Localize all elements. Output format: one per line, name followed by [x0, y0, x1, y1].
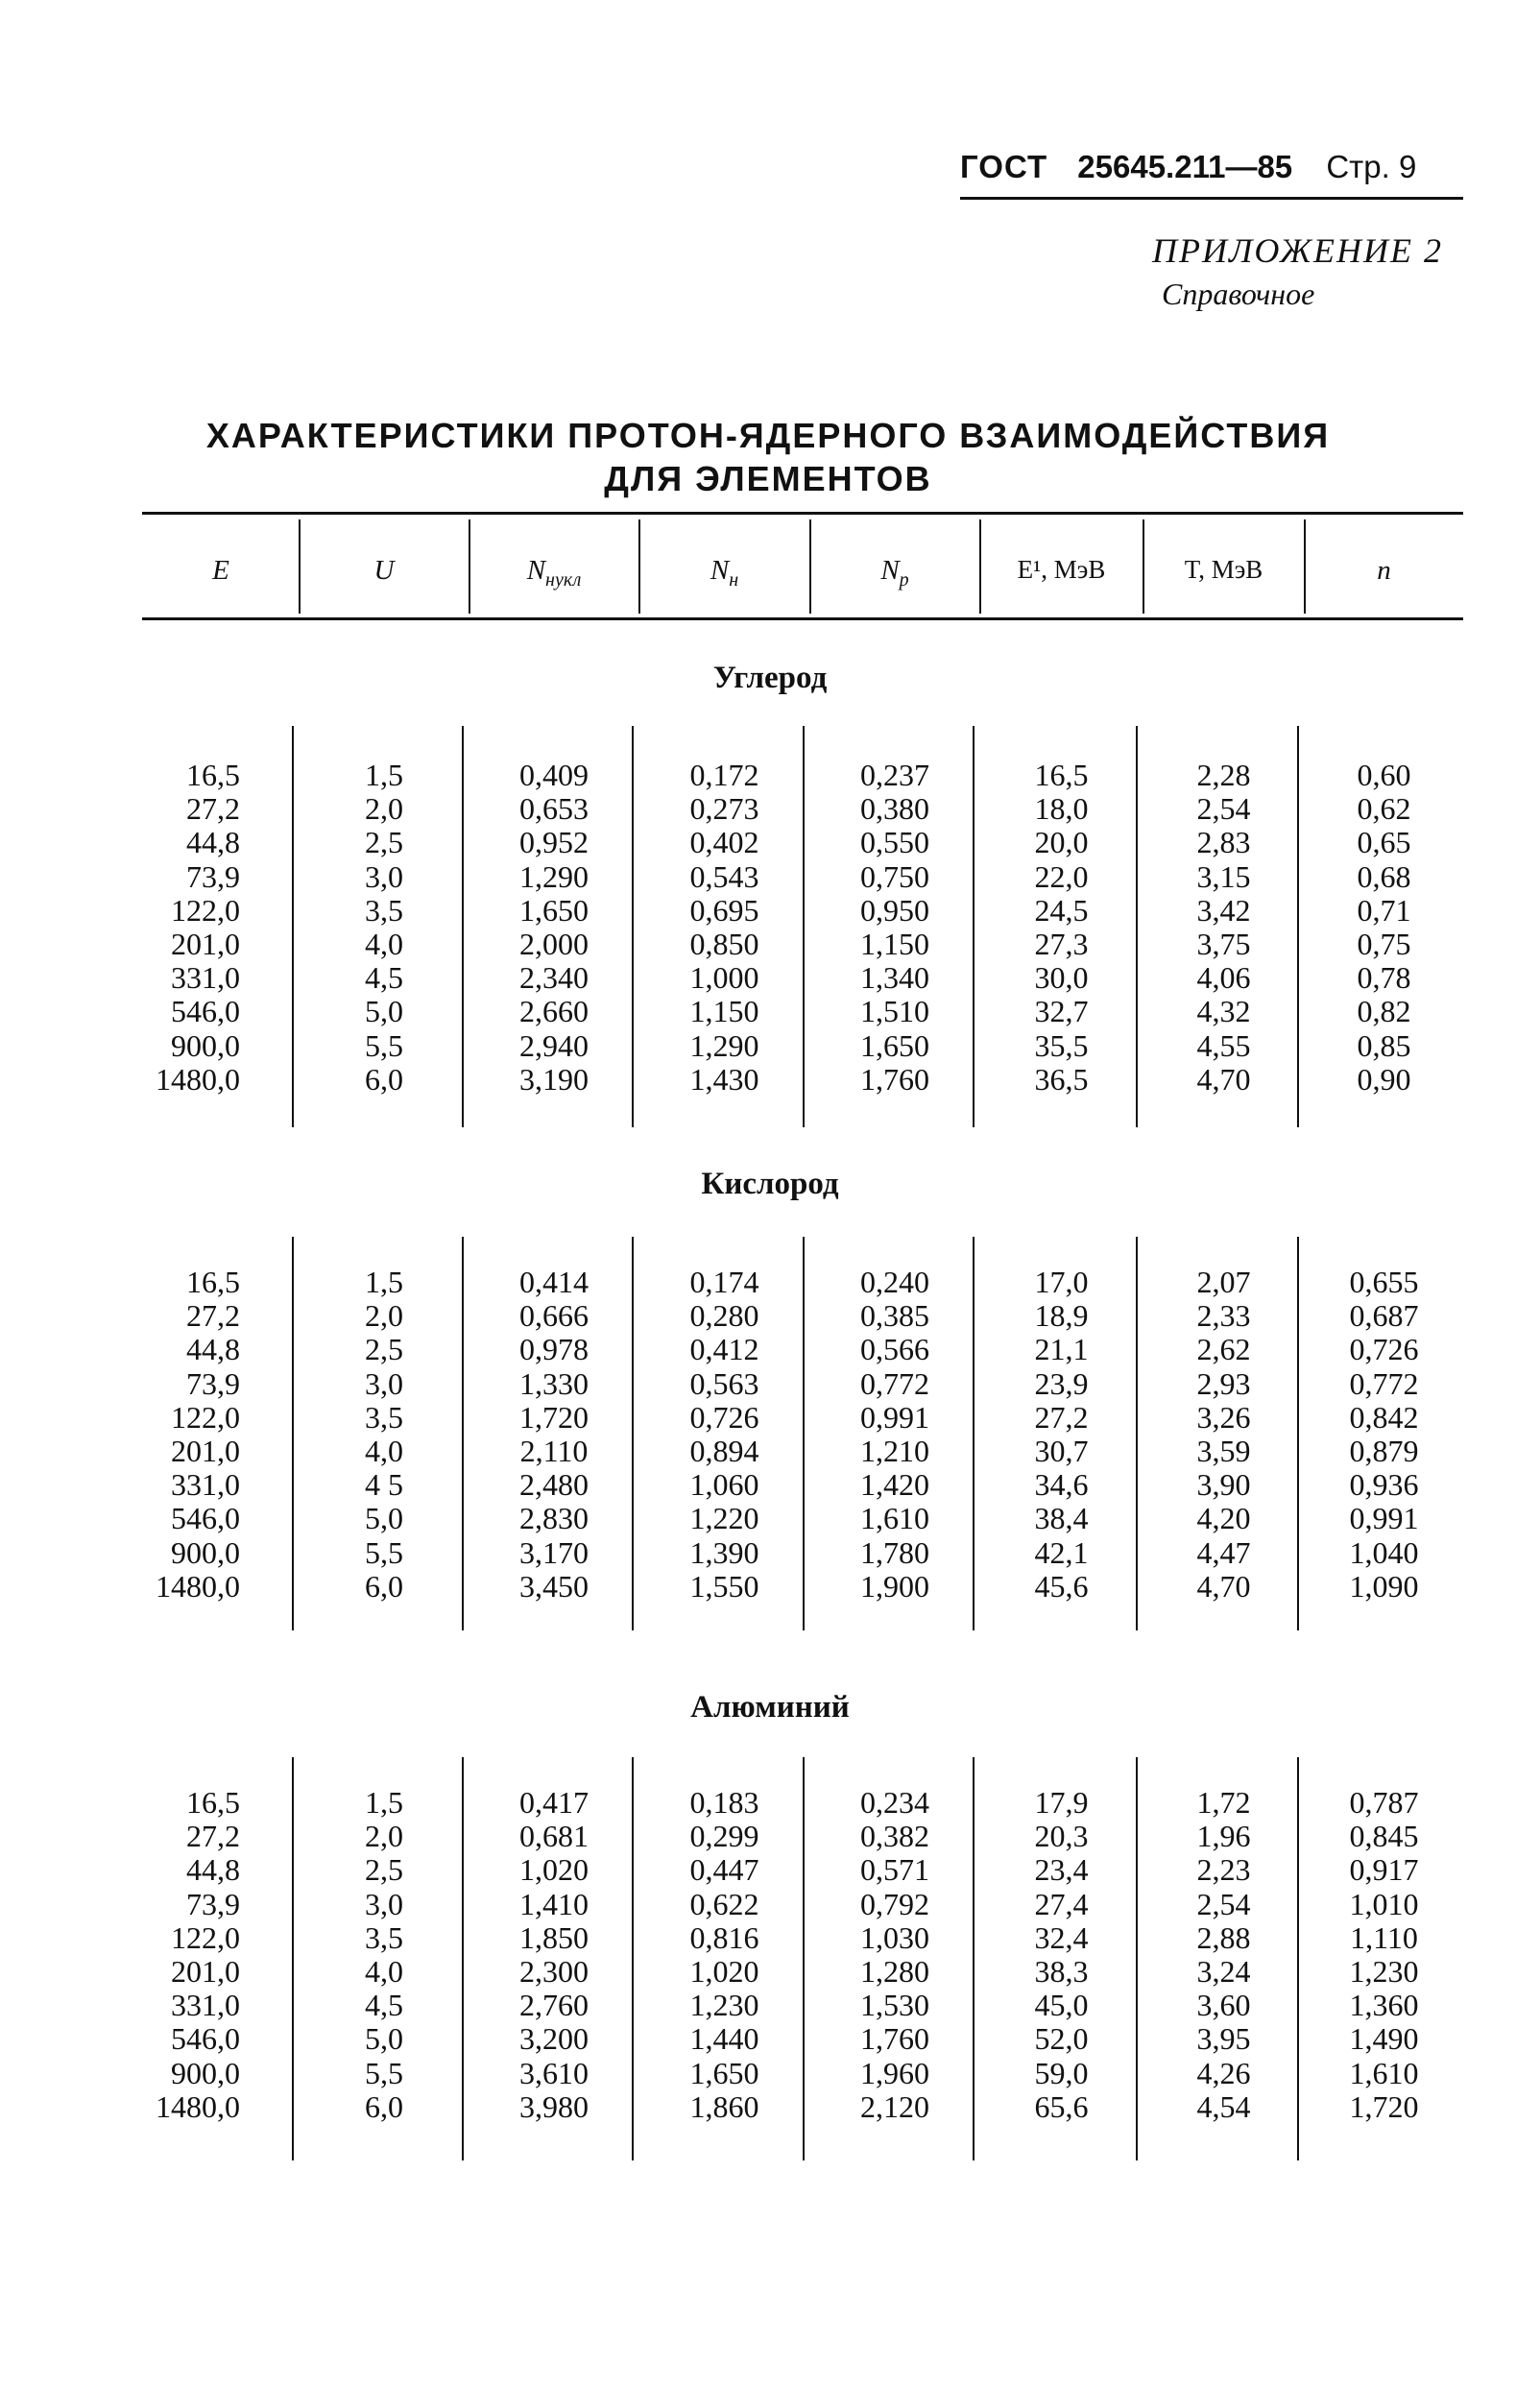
column-divider	[292, 726, 294, 1127]
standard-label: ГОСТ	[960, 149, 1048, 184]
table-cell: 0,991	[1349, 1501, 1419, 1536]
table-cell: 2,940	[519, 1027, 589, 1063]
column-divider	[292, 1237, 294, 1630]
table-cell: 1,650	[519, 892, 589, 928]
table-cell: 1,5	[365, 1265, 403, 1299]
table-cell: 0,894	[689, 1434, 759, 1469]
table-cell: 0,726	[689, 1399, 759, 1435]
table-cell: 2,93	[1196, 1365, 1251, 1401]
table-cell: 16,5	[1034, 758, 1089, 792]
table-cell: 1,290	[519, 858, 589, 894]
table-cell: 0,62	[1357, 791, 1411, 827]
table-cell: 0,563	[689, 1365, 759, 1401]
table-cell: 0,299	[689, 1819, 759, 1854]
table-cell: 0,978	[519, 1332, 589, 1367]
table-cell: 2,0	[365, 1819, 403, 1854]
table-cell: 3,24	[1196, 1954, 1251, 1990]
table-cell: 1,72	[1196, 1785, 1251, 1820]
table-cell: 1,720	[1349, 2088, 1419, 2124]
table-cell: 4,70	[1196, 1061, 1251, 1097]
table-cell: 5,5	[365, 2055, 403, 2090]
column-e1-values	[980, 1786, 1143, 2124]
table-cell: 201,0	[171, 927, 240, 962]
column-header-t: T, МэВ	[1184, 555, 1263, 584]
table-cell: 27,2	[186, 791, 240, 827]
table-cell: 4,06	[1196, 960, 1251, 996]
table-cell: 0,816	[689, 1919, 759, 1955]
table-cell: 0,382	[860, 1819, 929, 1854]
table-cell: 0,71	[1357, 892, 1411, 928]
table-cell: 42,1	[1034, 1534, 1089, 1570]
table-cell: 3,170	[519, 1534, 589, 1570]
table-title-line-2: ДЛЯ ЭЛЕМЕНТОВ	[604, 459, 932, 498]
table-cell: 0,240	[860, 1265, 929, 1299]
table-cell: 546,0	[171, 994, 240, 1029]
table-cell: 1,360	[1349, 1988, 1419, 2023]
table-cell: 0,90	[1357, 1061, 1411, 1097]
table-cell: 3,610	[519, 2055, 589, 2090]
page-header	[960, 149, 1464, 185]
column-e-values	[144, 1266, 240, 1604]
table-cell: 45,6	[1034, 1568, 1089, 1604]
header-rule	[960, 197, 1463, 200]
column-divider	[292, 1757, 294, 2160]
table-cell: 16,5	[186, 1265, 240, 1299]
table-cell: 1,330	[519, 1365, 589, 1401]
column-u-values	[300, 759, 469, 1097]
table-cell: 1,150	[689, 994, 759, 1029]
table-cell: 24,5	[1034, 892, 1089, 928]
table-cell: 3,90	[1196, 1467, 1251, 1503]
appendix-title: ПРИЛОЖЕНИЕ 2	[1152, 231, 1443, 270]
table-cell: 3,450	[519, 1568, 589, 1604]
table-cell: 0,409	[519, 758, 589, 792]
table-cell: 1,530	[860, 1988, 929, 2023]
column-n-nucl-values	[469, 1266, 638, 1604]
table-cell: 1,780	[860, 1534, 929, 1570]
table-cell: 0,917	[1349, 1852, 1419, 1888]
table-cell: 0,385	[860, 1298, 929, 1334]
table-cell: 1,220	[689, 1501, 759, 1536]
table-cell: 5,0	[365, 2021, 403, 2057]
table-cell: 0,792	[860, 1886, 929, 1921]
table-cell: 201,0	[171, 1434, 240, 1469]
table-cell: 30,0	[1034, 960, 1089, 996]
table-cell: 27,2	[186, 1298, 240, 1334]
table-cell: 3,5	[365, 892, 403, 928]
table-cell: 0,772	[1349, 1365, 1419, 1401]
table-cell: 21,1	[1034, 1332, 1089, 1367]
table-cell: 4,70	[1196, 1568, 1251, 1604]
table-cell: 2,83	[1196, 825, 1251, 860]
table-cell: 0,273	[689, 791, 759, 827]
table-cell: 0,417	[519, 1785, 589, 1820]
section-title-carbon: Углерод	[712, 661, 828, 695]
table-cell: 2,0	[365, 1298, 403, 1334]
table-cell: 122,0	[171, 892, 240, 928]
table-cell: 27,2	[186, 1819, 240, 1854]
table-cell: 16,5	[186, 1785, 240, 1820]
column-t-values	[1143, 1266, 1304, 1604]
table-cell: 0,75	[1357, 927, 1411, 962]
standard-number: 25645.211—85	[1077, 149, 1293, 184]
column-n-nucl-values	[469, 759, 638, 1097]
table-cell: 3,59	[1196, 1434, 1251, 1469]
table-cell: 1,5	[365, 758, 403, 792]
table-cell: 1,210	[860, 1434, 929, 1469]
table-cell: 1,610	[860, 1501, 929, 1536]
table-cell: 73,9	[186, 858, 240, 894]
table-cell: 2,660	[519, 994, 589, 1029]
table-cell: 44,8	[186, 1852, 240, 1888]
table-cell: 4 5	[365, 1467, 403, 1503]
table-cell: 0,78	[1357, 960, 1411, 996]
table-cell: 1,490	[1349, 2021, 1419, 2057]
table-cell: 0,65	[1357, 825, 1411, 860]
table-cell: 1,850	[519, 1919, 589, 1955]
table-cell: 2,33	[1196, 1298, 1251, 1334]
table-cell: 1,020	[689, 1954, 759, 1990]
table-cell: 4,54	[1196, 2088, 1251, 2124]
table-cell: 1,430	[689, 1061, 759, 1097]
table-cell: 3,5	[365, 1919, 403, 1955]
table-cell: 2,54	[1196, 1886, 1251, 1921]
table-cell: 2,300	[519, 1954, 589, 1990]
column-header-n-p: $N_p$	[880, 555, 909, 591]
table-cell: 0,82	[1357, 994, 1411, 1029]
table-cell: 0,845	[1349, 1819, 1419, 1854]
column-e-values	[144, 759, 240, 1097]
table-cell: 0,566	[860, 1332, 929, 1367]
table-cell: 0,414	[519, 1265, 589, 1299]
table-cell: 16,5	[186, 758, 240, 792]
table-cell: 0,695	[689, 892, 759, 928]
table-cell: 0,447	[689, 1852, 759, 1888]
table-cell: 3,190	[519, 1061, 589, 1097]
column-e1-values	[980, 1266, 1143, 1604]
table-cell: 0,85	[1357, 1027, 1411, 1063]
table-cell: 2,5	[365, 1332, 403, 1367]
table-cell: 0,750	[860, 858, 929, 894]
table-cell: 32,7	[1034, 994, 1089, 1029]
table-cell: 35,5	[1034, 1027, 1089, 1063]
table-cell: 0,174	[689, 1265, 759, 1299]
table-cell: 4,26	[1196, 2055, 1251, 2090]
table-cell: 1,230	[689, 1988, 759, 2023]
table-cell: 52,0	[1034, 2021, 1089, 2057]
table-cell: 2,23	[1196, 1852, 1251, 1888]
table-cell: 0,787	[1349, 1785, 1419, 1820]
table-cell: 2,62	[1196, 1332, 1251, 1367]
column-n-values	[1305, 759, 1463, 1097]
column-n-p-values	[810, 1786, 979, 2124]
table-cell: 0,280	[689, 1298, 759, 1334]
column-u-values	[300, 1266, 469, 1604]
table-top-rule	[142, 512, 1463, 515]
table-cell: 2,5	[365, 825, 403, 860]
table-cell: 1,230	[1349, 1954, 1419, 1990]
table-cell: 22,0	[1034, 858, 1089, 894]
table-cell: 1,000	[689, 960, 759, 996]
table-cell: 0,237	[860, 758, 929, 792]
table-cell: 32,4	[1034, 1919, 1089, 1955]
table-cell: 2,760	[519, 1988, 589, 2023]
table-cell: 1,550	[689, 1568, 759, 1604]
table-cell: 1,760	[860, 2021, 929, 2057]
table-cell: 6,0	[365, 1568, 403, 1604]
table-cell: 18,9	[1034, 1298, 1089, 1334]
table-cell: 4,0	[365, 1954, 403, 1990]
table-cell: 1480,0	[156, 2088, 240, 2124]
table-cell: 0,550	[860, 825, 929, 860]
table-cell: 3,95	[1196, 2021, 1251, 2057]
table-cell: 1480,0	[156, 1568, 240, 1604]
table-cell: 17,0	[1034, 1265, 1089, 1299]
column-n-values	[1305, 1266, 1463, 1604]
table-cell: 3,980	[519, 2088, 589, 2124]
table-cell: 1,420	[860, 1467, 929, 1503]
table-title-line-1: ХАРАКТЕРИСТИКИ ПРОТОН-ЯДЕРНОГО ВЗАИМОДЕЙСТВИЯ	[205, 416, 1331, 455]
table-cell: 5,0	[365, 994, 403, 1029]
table-cell: 1,410	[519, 1886, 589, 1921]
table-cell: 0,183	[689, 1785, 759, 1820]
table-cell: 0,412	[689, 1332, 759, 1367]
table-cell: 0,655	[1349, 1265, 1419, 1299]
table-cell: 18,0	[1034, 791, 1089, 827]
table-cell: 2,110	[519, 1434, 589, 1469]
table-cell: 36,5	[1034, 1061, 1089, 1097]
table-cell: 3,60	[1196, 1988, 1251, 2023]
table-cell: 1,090	[1349, 1568, 1419, 1604]
table-cell: 0,952	[519, 825, 589, 860]
table-cell: 1,040	[1349, 1534, 1419, 1570]
table-cell: 17,9	[1034, 1785, 1089, 1820]
table-cell: 45,0	[1034, 1988, 1089, 2023]
table-cell: 331,0	[171, 1467, 240, 1503]
table-cell: 73,9	[186, 1886, 240, 1921]
table-cell: 1,020	[519, 1852, 589, 1888]
table-cell: 0,234	[860, 1785, 929, 1820]
table-cell: 3,200	[519, 2021, 589, 2057]
table-cell: 1,010	[1349, 1886, 1419, 1921]
column-n-n-values	[639, 1266, 809, 1604]
table-cell: 0,543	[689, 858, 759, 894]
table-cell: 1,440	[689, 2021, 759, 2057]
table-cell: 0,653	[519, 791, 589, 827]
table-cell: 546,0	[171, 1501, 240, 1536]
table-cell: 2,830	[519, 1501, 589, 1536]
table-cell: 0,68	[1357, 858, 1411, 894]
table-cell: 0,950	[860, 892, 929, 928]
table-cell: 3,75	[1196, 927, 1251, 962]
table-cell: 3,0	[365, 1365, 403, 1401]
table-cell: 34,6	[1034, 1467, 1089, 1503]
table-cell: 1,720	[519, 1399, 589, 1435]
table-cell: 1,650	[689, 2055, 759, 2090]
table-cell: 0,850	[689, 927, 759, 962]
column-header-e: E	[212, 555, 229, 586]
column-n-values	[1305, 1786, 1463, 2124]
column-u-values	[300, 1786, 469, 2124]
table-cell: 1,060	[689, 1467, 759, 1503]
table-cell: 0,726	[1349, 1332, 1419, 1367]
column-n-p-values	[810, 1266, 979, 1604]
column-header-e1: E¹, МэВ	[1017, 555, 1106, 584]
table-cell: 1,510	[860, 994, 929, 1029]
table-cell: 4,20	[1196, 1501, 1251, 1536]
table-cell: 59,0	[1034, 2055, 1089, 2090]
table-cell: 900,0	[171, 2055, 240, 2090]
column-header-n-n: $N_н$	[710, 555, 739, 591]
table-cell: 20,0	[1034, 825, 1089, 860]
table-cell: 2,480	[519, 1467, 589, 1503]
table-cell: 0,991	[860, 1399, 929, 1435]
table-cell: 30,7	[1034, 1434, 1089, 1469]
table-cell: 1,650	[860, 1027, 929, 1063]
appendix-subtitle: Справочное	[1162, 277, 1315, 311]
table-cell: 331,0	[171, 1988, 240, 2023]
table-cell: 2,54	[1196, 791, 1251, 827]
table-cell: 1,150	[860, 927, 929, 962]
table-cell: 5,0	[365, 1501, 403, 1536]
table-cell: 6,0	[365, 2088, 403, 2124]
table-cell: 4,32	[1196, 994, 1251, 1029]
table-cell: 1,280	[860, 1954, 929, 1990]
table-cell: 20,3	[1034, 1819, 1089, 1854]
table-cell: 38,4	[1034, 1501, 1089, 1536]
table-cell: 1,960	[860, 2055, 929, 2090]
table-cell: 1480,0	[156, 1061, 240, 1097]
table-cell: 3,0	[365, 858, 403, 894]
table-cell: 0,879	[1349, 1434, 1419, 1469]
table-cell: 0,402	[689, 825, 759, 860]
table-cell: 1,760	[860, 1061, 929, 1097]
table-cell: 23,9	[1034, 1365, 1089, 1401]
table-cell: 4,5	[365, 1988, 403, 2023]
table-cell: 44,8	[186, 1332, 240, 1367]
table-cell: 1,030	[860, 1919, 929, 1955]
table-cell: 23,4	[1034, 1852, 1089, 1888]
table-cell: 38,3	[1034, 1954, 1089, 1990]
column-n-n-values	[639, 759, 809, 1097]
table-cell: 2,5	[365, 1852, 403, 1888]
table-cell: 6,0	[365, 1061, 403, 1097]
table-cell: 1,290	[689, 1027, 759, 1063]
table-cell: 0,681	[519, 1819, 589, 1854]
table-cell: 122,0	[171, 1399, 240, 1435]
table-cell: 27,3	[1034, 927, 1089, 962]
table-cell: 27,2	[1034, 1399, 1089, 1435]
column-e-values	[144, 1786, 240, 2124]
column-n-p-values	[810, 759, 979, 1097]
column-t-values	[1143, 759, 1304, 1097]
table-cell: 900,0	[171, 1027, 240, 1063]
table-cell: 3,5	[365, 1399, 403, 1435]
table-cell: 0,622	[689, 1886, 759, 1921]
table-cell: 546,0	[171, 2021, 240, 2057]
table-cell: 0,172	[689, 758, 759, 792]
table-cell: 27,4	[1034, 1886, 1089, 1921]
column-header-u: U	[373, 555, 395, 586]
table-cell: 4,0	[365, 927, 403, 962]
table-cell: 1,610	[1349, 2055, 1419, 2090]
table-cell: 3,42	[1196, 892, 1251, 928]
table-cell: 0,842	[1349, 1399, 1419, 1435]
table-cell: 0,936	[1349, 1467, 1419, 1503]
table-cell: 2,0	[365, 791, 403, 827]
table-cell: 4,5	[365, 960, 403, 996]
table-cell: 2,28	[1196, 758, 1251, 792]
table-cell: 1,390	[689, 1534, 759, 1570]
table-cell: 2,000	[519, 927, 589, 962]
section-title-aluminium: Алюминий	[690, 1690, 850, 1725]
table-cell: 0,571	[860, 1852, 929, 1888]
table-cell: 0,687	[1349, 1298, 1419, 1334]
table-cell: 1,900	[860, 1568, 929, 1604]
column-header-n: n	[1377, 555, 1391, 586]
table-cell: 3,26	[1196, 1399, 1251, 1435]
column-e1-values	[980, 759, 1143, 1097]
table-head-rule	[142, 617, 1463, 620]
page-number: Стр. 9	[1326, 149, 1417, 184]
table-cell: 1,110	[1350, 1919, 1418, 1955]
table-cell: 5,5	[365, 1027, 403, 1063]
table-cell: 5,5	[365, 1534, 403, 1570]
table-cell: 2,120	[860, 2088, 929, 2124]
table-cell: 3,15	[1196, 858, 1251, 894]
table-cell: 1,96	[1196, 1819, 1251, 1854]
table-cell: 122,0	[171, 1919, 240, 1955]
table-cell: 44,8	[186, 825, 240, 860]
table-cell: 2,340	[519, 960, 589, 996]
table-cell: 1,5	[365, 1785, 403, 1820]
table-cell: 73,9	[186, 1365, 240, 1401]
table-cell: 0,772	[860, 1365, 929, 1401]
column-t-values	[1143, 1786, 1304, 2124]
table-cell: 4,47	[1196, 1534, 1251, 1570]
table-cell: 201,0	[171, 1954, 240, 1990]
table-cell: 2,07	[1196, 1265, 1251, 1299]
table-cell: 3,0	[365, 1886, 403, 1921]
table-cell: 0,666	[519, 1298, 589, 1334]
table-cell: 900,0	[171, 1534, 240, 1570]
section-title-oxygen: Кислород	[701, 1167, 839, 1201]
table-cell: 4,0	[365, 1434, 403, 1469]
table-cell: 0,60	[1357, 758, 1411, 792]
table-cell: 1,860	[689, 2088, 759, 2124]
table-cell: 4,55	[1196, 1027, 1251, 1063]
table-cell: 0,380	[860, 791, 929, 827]
table-cell: 1,340	[860, 960, 929, 996]
table-cell: 331,0	[171, 960, 240, 996]
column-header-n-nucl: $N_{нукл}$	[526, 555, 582, 591]
table-cell: 65,6	[1034, 2088, 1089, 2124]
column-n-n-values	[639, 1786, 809, 2124]
table-cell: 2,88	[1196, 1919, 1251, 1955]
column-n-nucl-values	[469, 1786, 638, 2124]
